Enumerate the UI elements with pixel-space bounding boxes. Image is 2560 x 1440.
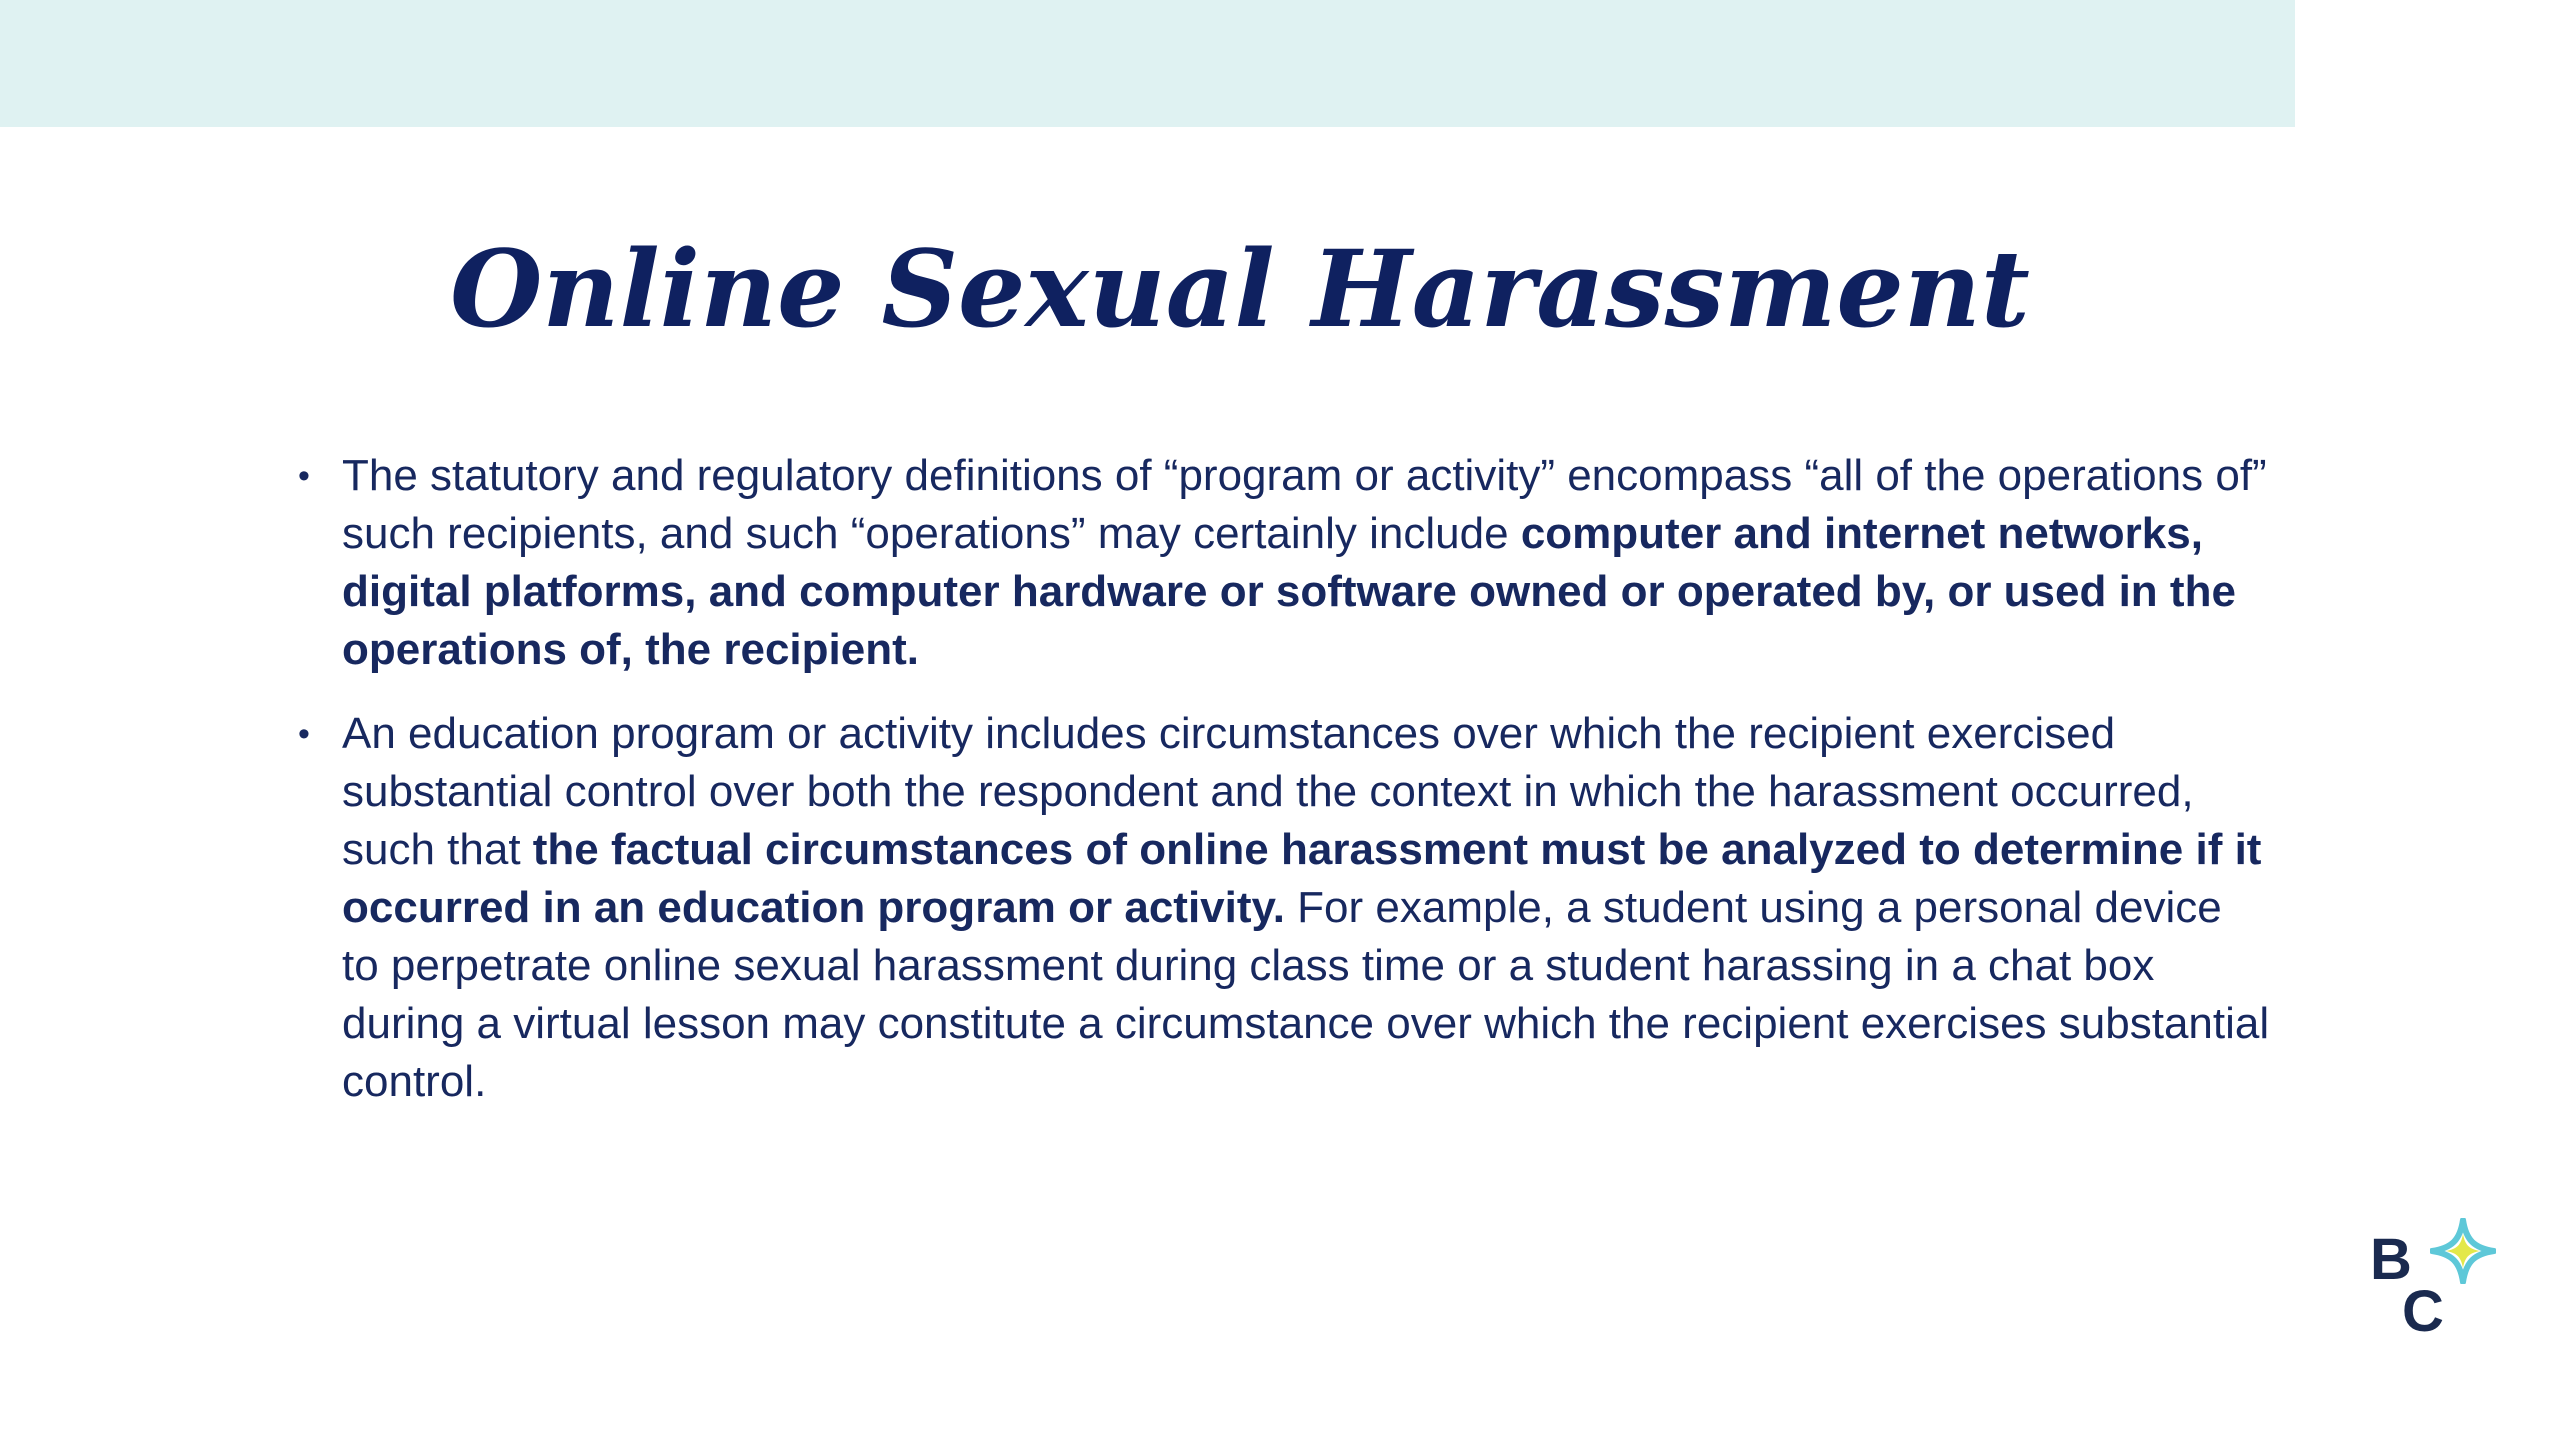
bullet-text-run: The statutory and regulatory definitions of “program or activity” encompass “all of the operations of” such recipients, and such “operations” may certainly include [342, 451, 2267, 558]
bullet-text-run: An education program or activity includes circumstances over which the recipient exercised substantial control over both the respondent and the context in which the harassment occurred, such that [342, 709, 2194, 874]
bullet-text-run: For example, a student using a personal device to perpetrate online sexual harassment during class time or a student harassing in a chat box during a virtual lesson may constitute a circumstance over which the recipient exercises substantial control. [342, 883, 2270, 1106]
bullet-item-1 [290, 447, 2270, 679]
bullet-list [290, 447, 2270, 1137]
bullet-bold-text-run: computer and internet networks, digital platforms, and computer hardware or software owned or operated by, or used in the operations of, the recipient. [342, 509, 2236, 674]
bc-logo [2370, 1227, 2500, 1390]
bullet-bold-text-run: the factual circumstances of online harassment must be analyzed to determine if it occurred in an education program or activity. [342, 825, 2262, 932]
bullet-dot-icon: • [298, 457, 310, 495]
slide-title: Online Sexual Harassment [450, 226, 2030, 351]
sparkle-star-icon [2430, 1218, 2496, 1284]
bullet-dot-icon: • [298, 715, 310, 753]
logo-letter-c: C [2402, 1279, 2444, 1344]
bullet-item-2 [290, 705, 2270, 1111]
logo-letter-b: B [2370, 1227, 2412, 1292]
top-color-band [0, 0, 2295, 127]
